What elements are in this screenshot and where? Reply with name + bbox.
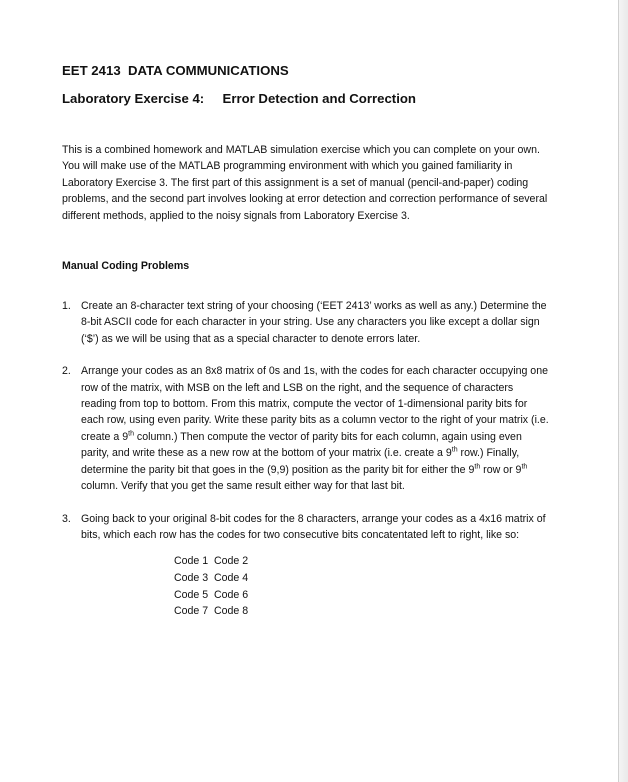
problem-item xyxy=(62,511,550,620)
problem-text: Going back to your original 8-bit codes for the 8 characters, arrange your codes as a 4x16 matrix of bits, which each row has the codes for two consecutive bits concatentated left to right, like so: xyxy=(81,512,546,541)
lab-title: Laboratory Exercise 4: Error Detection and Correction xyxy=(62,91,416,106)
problem-list xyxy=(62,298,550,620)
page-edge xyxy=(616,0,628,782)
problem-item xyxy=(62,298,550,347)
code-row: Code 3 Code 4 xyxy=(174,571,249,584)
code-row: Code 1 Code 2 xyxy=(174,555,249,568)
problem-item xyxy=(62,363,550,494)
problem-number: 1. xyxy=(62,300,71,313)
problem-text: Arrange your codes as an 8x8 matrix of 0s and 1s, with the codes for each character occupying one row of the matrix, with MSB on the left and LSB on the right, and the sequence of characters reading from top to bottom. From this matrix, compute the vector of 1-dimensional parity bits for each row, using even parity. Write these parity bits as a column vector to the right of your matrix (i.e. create a 9th column.) Then compute the vector of parity bits for each column, again using even parity, and write these as a new row at the bottom of your matrix (i.e. create a 9th row.) Finally, determine the parity bit that goes in the (9,9) position as the parity bit for either the 9th row or 9th column. Verify that you get the same result either way for that last bit. xyxy=(81,365,549,493)
problem-number: 3. xyxy=(62,512,71,525)
course-title: EET 2413 DATA COMMUNICATIONS xyxy=(62,63,289,78)
document-page xyxy=(62,62,550,636)
code-row: Code 5 Code 6 xyxy=(174,588,249,601)
section-heading: Manual Coding Problems xyxy=(62,260,190,273)
problem-number: 2. xyxy=(62,365,71,378)
intro-paragraph: This is a combined homework and MATLAB simulation exercise which you can complete on your own. You will make use of the MATLAB programming environment with which you gained familiarity in Laboratory Exercise 3. The first part of this assignment is a set of manual (pencil-and-paper) coding problems, and the second part involves looking at error detection and correction performance of several different methods, applied to the noisy signals from Laboratory Exercise 3. xyxy=(62,144,548,222)
code-matrix-layout xyxy=(174,553,550,619)
problem-text: Create an 8-character text string of your choosing (‘EET 2413’ works as well as any.) Determine the 8-bit ASCII code for each character in your string. Use any characters you like except a dollar sign (‘$’) as we will be using that as a special character to denote errors later. xyxy=(81,300,547,345)
code-row: Code 7 Code 8 xyxy=(174,605,249,618)
